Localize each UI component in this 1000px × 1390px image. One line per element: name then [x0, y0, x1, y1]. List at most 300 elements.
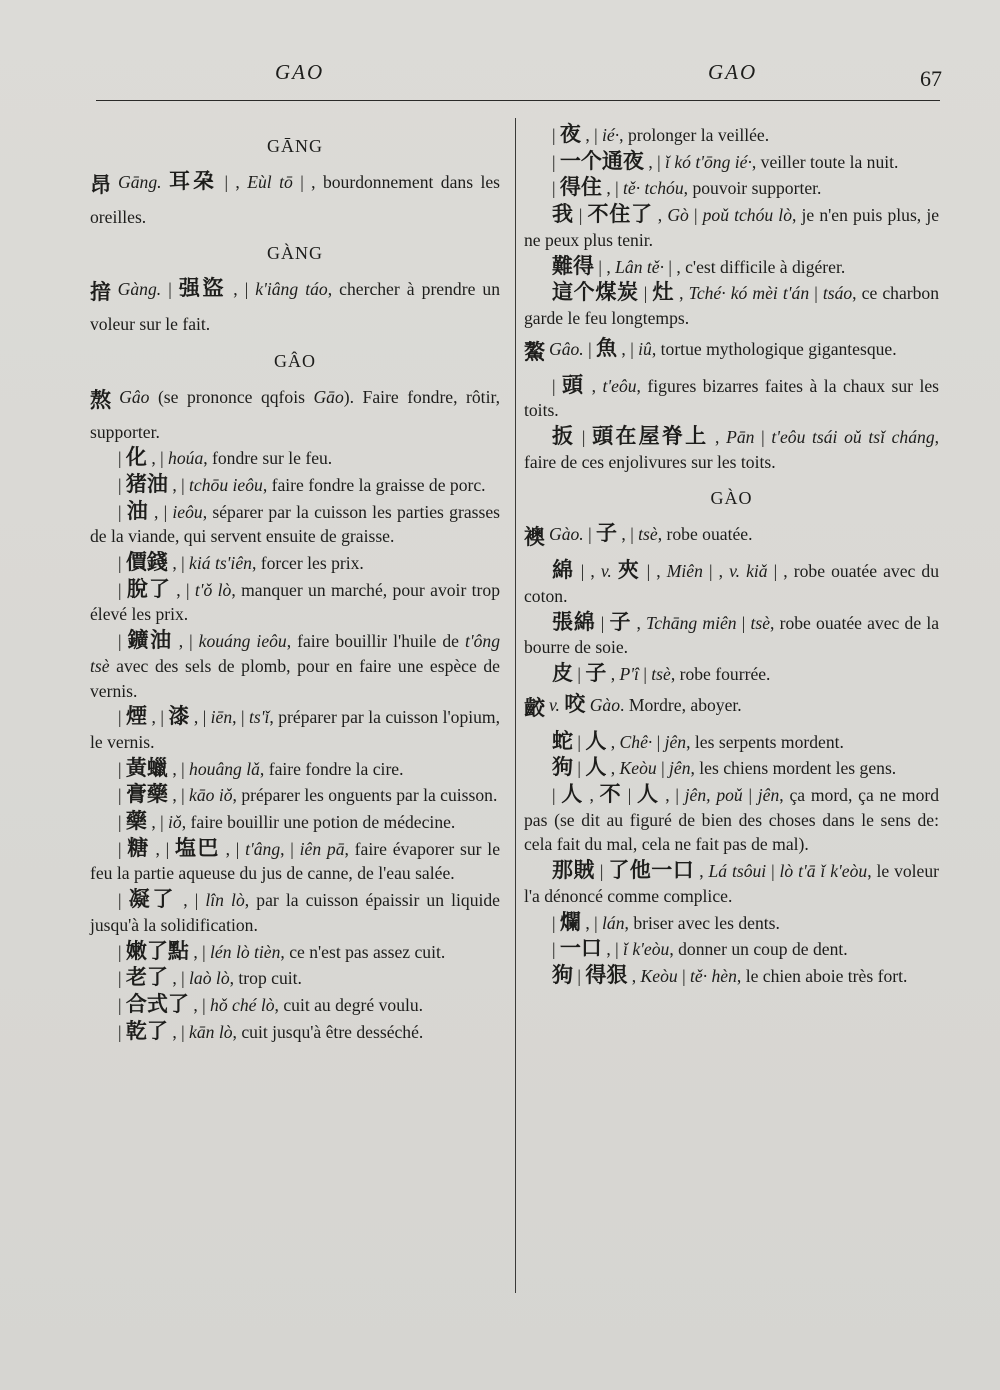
romanization: Eùl tō: [247, 171, 293, 192]
definition-text: , |: [188, 941, 211, 962]
definition-text: , |: [147, 707, 169, 728]
romanization: t'âng: [245, 838, 281, 859]
definition-text: |: [809, 283, 823, 304]
header-rule: [96, 100, 940, 101]
definition-text: ,: [708, 427, 727, 448]
chinese-text: 蛇: [552, 728, 573, 753]
definition-text: , ce charbon garde le feu longtemps.: [524, 283, 940, 328]
chinese-text: 膏藥: [125, 782, 168, 807]
romanization: iēn: [210, 707, 233, 728]
chinese-text: 塩巴: [175, 835, 220, 860]
romanization: ǐ kó t'ōng ié·: [665, 151, 752, 172]
definition-text: , |: [617, 524, 639, 545]
chinese-text: 漆: [168, 704, 190, 729]
romanization: Gâo.: [549, 338, 589, 359]
chinese-text: 灶: [652, 280, 675, 305]
sub-entry: [90, 756, 500, 782]
sub-entry: [524, 175, 939, 201]
definition-text: , |: [167, 1021, 190, 1042]
romanization: kouáng ieôu: [198, 631, 287, 652]
romanization: Gāng.: [118, 171, 169, 192]
romanization: k'iâng táo: [255, 279, 328, 300]
chinese-text: 子: [609, 609, 632, 634]
chinese-text: 魚: [596, 335, 618, 360]
definition-text: |: [595, 612, 610, 633]
definition-text: ,: [583, 785, 600, 806]
chinese-text: 了他一口: [608, 858, 695, 883]
definition-text: |: [118, 553, 126, 574]
dictionary-entry: [90, 272, 500, 337]
running-head-left: GAO: [275, 60, 325, 84]
definition-text: , robe ouatée avec de la bourre de soie.: [524, 612, 940, 658]
definition-text: |: [638, 283, 653, 304]
romanization: tě· hèn: [690, 965, 737, 986]
sub-entry: [524, 963, 939, 989]
romanization: lén lò tièn: [210, 941, 281, 962]
sub-entry: [524, 610, 939, 660]
definition-text: |: [573, 731, 586, 752]
headword-character: 揞: [90, 280, 114, 305]
column-separator: [515, 118, 516, 1293]
definition-text: |: [118, 474, 126, 495]
chinese-text: 頭: [562, 372, 586, 397]
definition-text: |: [118, 631, 128, 652]
romanization: iû: [638, 338, 652, 359]
sub-entry: [524, 936, 939, 962]
definition-text: |: [118, 838, 128, 859]
sub-entry: [524, 558, 939, 608]
sub-entry: [90, 499, 500, 549]
section-heading: GĀNG: [267, 136, 323, 156]
definition-text: , |: [232, 707, 249, 728]
dictionary-entry: [90, 380, 500, 445]
definition-text: ,: [606, 758, 620, 779]
chinese-text: 不: [599, 782, 622, 807]
chinese-text: 夾: [617, 558, 641, 583]
definition-text: . Mordre, aboyer.: [620, 694, 742, 715]
page-number: 67: [920, 66, 942, 91]
romanization: ié·: [602, 125, 620, 145]
definition-text: |: [118, 448, 126, 469]
definition-text: |: [754, 427, 772, 448]
chinese-text: 化: [125, 445, 147, 470]
definition-text: |: [552, 912, 560, 933]
romanization: Gào: [589, 694, 621, 715]
chinese-text: 人: [585, 755, 607, 780]
romanization: Chê·: [619, 731, 653, 752]
definition-text: ,: [627, 965, 641, 986]
romanization: jên: [669, 758, 691, 779]
definition-text: , |: [172, 631, 199, 652]
definition-text: , veiller toute la nuit.: [751, 151, 899, 172]
romanization: v.: [600, 561, 612, 582]
definition-text: , par la cuisson épaissir un liquide jusqu'à la solidification.: [90, 890, 500, 935]
headword-character: 昂: [90, 172, 115, 197]
sub-entry: [90, 939, 500, 965]
definition-text: |: [621, 785, 638, 806]
dictionary-entry: [90, 165, 500, 230]
definition-text: , tortue mythologique gigantesque.: [651, 338, 897, 359]
romanization: laò lò: [189, 968, 230, 989]
chinese-text: 得住: [559, 175, 602, 200]
definition-text: |: [736, 612, 751, 633]
romanization: t'eôu: [602, 375, 637, 396]
definition-text: |: [118, 1021, 126, 1042]
definition-text: |: [552, 125, 560, 145]
sub-entry: [90, 965, 500, 991]
headword-character: 鰲: [524, 339, 545, 364]
sub-entry: [90, 472, 500, 498]
running-head-right: GAO: [708, 60, 758, 84]
sub-entry: [90, 704, 500, 754]
chinese-text: 一个通夜: [559, 148, 644, 173]
romanization: jên, poǔ: [684, 785, 743, 806]
definition-text: | ,: [640, 561, 667, 582]
romanization: P'î: [619, 663, 639, 684]
definition-text: |: [552, 375, 563, 396]
definition-text: , faire fondre la cire.: [259, 758, 404, 779]
definition-text: , les chiens mordent les gens.: [690, 758, 897, 779]
definition-text: , fondre sur le feu.: [203, 448, 333, 469]
romanization: lán: [602, 912, 625, 933]
romanization: kān lò: [189, 1021, 233, 1042]
definition-text: |: [118, 994, 126, 1015]
sub-entry: [524, 729, 939, 755]
definition-text: |: [573, 205, 588, 226]
romanization: kiá ts'iên: [189, 553, 252, 574]
chinese-text: 人: [637, 782, 660, 807]
chinese-text: 那賊: [552, 858, 595, 883]
definition-text: , je n'en puis plus, je ne peux plus tenir.: [524, 205, 940, 250]
definition-text: , forcer les prix.: [251, 553, 364, 574]
romanization: Gāo: [313, 386, 344, 407]
definition-text: | ,: [574, 561, 601, 582]
definition-text: |: [118, 785, 126, 806]
definition-text: |: [118, 812, 126, 833]
romanization: hǒ ché lò: [210, 994, 275, 1015]
romanization: Keòu: [619, 758, 657, 779]
chinese-text: 我: [552, 202, 574, 227]
romanization: kāo iǒ: [189, 785, 233, 806]
chinese-text: 耳朶: [168, 168, 218, 193]
sub-entry: [90, 782, 500, 808]
chinese-text: 爛: [559, 909, 581, 934]
definition-text: , |: [149, 838, 175, 859]
romanization: t'ǒ lò: [194, 579, 232, 600]
chinese-text: 這个煤炭: [552, 280, 639, 305]
chinese-text: 乾了: [125, 1018, 168, 1043]
definition-text: , |: [167, 758, 190, 779]
definition-text: |: [118, 758, 126, 779]
definition-text: , les serpents mordent.: [686, 731, 844, 752]
definition-text: |: [656, 758, 669, 779]
chinese-text: 凝了: [128, 887, 177, 912]
chinese-text: 得狠: [585, 962, 628, 987]
chinese-text: 老了: [125, 965, 168, 990]
romanization: iên pā: [299, 838, 345, 859]
definition-text: , |: [189, 707, 211, 728]
sub-entry: [524, 122, 939, 148]
chinese-text: 人: [561, 782, 584, 807]
definition-text: , faire fondre la graisse de porc.: [262, 474, 486, 495]
definition-text: , faire évaporer sur le feu la partie aqueuse du jus de canne, de l'eau salée.: [90, 838, 501, 884]
definition-text: ,: [606, 731, 620, 752]
definition-text: | , robe ouatée avec du coton.: [524, 561, 939, 606]
chinese-text: 不住了: [587, 202, 653, 227]
definition-text: , préparer par la cuisson l'opium, le vernis.: [90, 707, 501, 752]
sub-entry: [90, 836, 500, 886]
definition-text: | , c'est difficile à digérer.: [664, 256, 846, 277]
romanization: tsè: [651, 663, 671, 684]
chinese-text: 脫了: [126, 576, 171, 601]
romanization: tě· tchóu: [623, 178, 684, 199]
romanization: v. kiǎ: [729, 561, 768, 582]
sub-entry: [524, 280, 939, 330]
romanization: ieôu: [172, 501, 203, 522]
romanization: t'eôu tsái oǔ tsǐ cháng: [771, 427, 935, 448]
chinese-text: 皮: [552, 660, 573, 685]
definition-text: ,: [631, 612, 647, 633]
chinese-text: 鑛油: [127, 628, 173, 653]
definition-text: |: [573, 758, 586, 779]
dictionary-entry: [524, 332, 939, 372]
definition-text: , |: [617, 338, 639, 359]
chinese-text: 狗: [552, 962, 573, 987]
chinese-text: 油: [126, 498, 149, 523]
romanization: Gào.: [549, 524, 589, 545]
definition-text: |: [588, 524, 597, 545]
romanization: Pān: [726, 427, 755, 448]
romanization: Tchāng miên: [646, 612, 737, 633]
sub-entry: [90, 887, 500, 937]
chinese-text: 子: [596, 521, 618, 546]
definition-text: , |: [601, 178, 624, 199]
headword-character: 熬: [90, 387, 116, 412]
romanization: tsè: [750, 612, 771, 633]
definition-text: , |: [580, 125, 603, 145]
definition-text: , robe ouatée.: [657, 524, 753, 545]
chinese-text: 糖: [127, 835, 150, 860]
definition-text: , |: [176, 890, 206, 911]
definition-text: | ,: [594, 256, 616, 277]
definition-text: |: [118, 890, 129, 911]
definition-text: , |: [280, 838, 300, 859]
chinese-text: 黃蠟: [125, 755, 168, 780]
sub-entry: [524, 202, 939, 252]
chinese-text: 狗: [552, 755, 573, 780]
romanization: poǔ tchóu lò: [702, 205, 792, 226]
definition-text: , prolonger la veillée.: [619, 125, 770, 145]
chinese-text: 猪油: [125, 471, 168, 496]
sub-entry: [524, 755, 939, 781]
definition-text: , |: [601, 939, 624, 960]
definition-text: , figures bizarres faites à la chaux sur les toits.: [524, 375, 940, 421]
romanization: v.: [549, 694, 565, 715]
chinese-text: 煙: [125, 704, 148, 729]
definition-text: |: [118, 707, 126, 728]
definition-text: , préparer les onguents par la cuisson.: [232, 785, 498, 806]
chinese-text: 人: [585, 728, 607, 753]
definition-text: , trop cuit.: [229, 968, 302, 989]
definition-text: |: [118, 501, 127, 522]
definition-text: , briser avec les dents.: [624, 912, 780, 933]
chinese-text: 强盜: [178, 276, 227, 301]
chinese-text: 子: [585, 660, 607, 685]
romanization: Gàng.: [117, 279, 169, 300]
definition-text: , faire bouillir une potion de médecine.: [181, 812, 456, 833]
romanization: Tché· kó mèi t'án: [688, 283, 810, 304]
definition-text: ,: [606, 663, 620, 684]
dictionary-entry: [524, 517, 939, 557]
romanization: tchōu ieôu: [189, 474, 263, 495]
definition-text: , |: [188, 994, 211, 1015]
definition-text: | , bourdonnement dans les oreilles.: [90, 171, 501, 227]
sub-entry: [524, 910, 939, 936]
definition-text: |: [677, 965, 690, 986]
definition-text: , |: [170, 579, 195, 600]
sub-entry: [524, 254, 939, 280]
romanization: houâng lǎ: [189, 758, 260, 779]
definition-text: , |: [167, 553, 190, 574]
sub-entry: [524, 373, 939, 423]
definition-text: |: [742, 785, 758, 806]
definition-text: avec des sels de plomb, pour en faire une espèce de vernis.: [90, 655, 500, 701]
chinese-text: 張綿: [552, 609, 596, 634]
sub-entry: [524, 858, 939, 908]
definition-text: |: [118, 579, 127, 600]
definition-text: |: [118, 968, 126, 989]
definition-text: , cuit jusqu'à être desséché.: [232, 1021, 424, 1042]
definition-text: |: [652, 731, 665, 752]
chinese-text: 藥: [125, 809, 147, 834]
definition-text: , pouvoir supporter.: [683, 178, 822, 199]
sub-entry: [90, 577, 500, 627]
definition-text: |: [573, 663, 586, 684]
sub-entry: [90, 809, 500, 835]
romanization: Lá tsôui: [708, 861, 767, 882]
romanization: jên: [664, 731, 687, 752]
definition-text: (se prononce qqfois: [149, 386, 314, 407]
romanization: t'ông tsè: [90, 631, 501, 676]
definition-text: |: [575, 427, 593, 448]
chinese-text: 嫩了點: [125, 938, 189, 963]
definition-text: |: [168, 279, 179, 300]
definition-text: ,: [674, 283, 689, 304]
romanization: jên: [757, 785, 780, 806]
sub-entry: [90, 550, 500, 576]
romanization: Lân tě·: [615, 256, 664, 277]
chinese-text: 扳: [552, 424, 576, 449]
romanization: hoúa: [168, 448, 204, 469]
definition-text: , manquer un marché, pour avoir trop élevé les prix.: [90, 579, 501, 625]
definition-text: , |: [226, 279, 256, 300]
definition-text: , |: [146, 448, 169, 469]
romanization: Miên: [666, 561, 703, 582]
chinese-text: 難得: [552, 253, 594, 278]
definition-text: , |: [219, 838, 246, 859]
section-heading: GÀNG: [267, 243, 323, 264]
definition-text: |: [552, 151, 560, 172]
chinese-text: 頭在屋脊上: [592, 424, 709, 449]
definition-text: | ,: [217, 171, 248, 192]
romanization: Gò: [667, 205, 689, 226]
definition-text: |: [688, 205, 703, 226]
chinese-text: 咬: [564, 691, 586, 716]
left-column: [90, 122, 500, 1045]
sub-entry: [524, 424, 939, 474]
definition-text: , cuit au degré voulu.: [274, 994, 424, 1015]
definition-text: |: [595, 861, 609, 882]
definition-text: , |: [659, 785, 685, 806]
definition-text: |: [638, 663, 652, 684]
section-heading: GÂO: [274, 350, 316, 371]
sub-entry: [524, 782, 939, 857]
romanization: ts'ǐ: [249, 707, 270, 728]
sub-entry: [524, 661, 939, 687]
headword-character: 齩: [524, 695, 545, 720]
definition-text: |: [588, 338, 597, 359]
headword-character: 襖: [524, 525, 545, 550]
definition-text: , |: [146, 812, 169, 833]
definition-text: , |: [580, 912, 603, 933]
definition-text: , |: [148, 501, 173, 522]
definition-text: | ,: [702, 561, 730, 582]
definition-text: |: [552, 939, 560, 960]
chinese-text: 價錢: [125, 550, 168, 575]
sub-entry: [524, 149, 939, 175]
definition-text: , le voleur l'a dénoncé comme complice.: [524, 861, 940, 906]
definition-text: ,: [585, 375, 603, 396]
definition-text: ,: [694, 861, 709, 882]
chinese-text: 一口: [559, 936, 602, 961]
definition-text: , chercher à prendre un voleur sur le fait.: [90, 279, 501, 335]
romanization: lîn lò: [205, 890, 245, 911]
romanization: ǐ k'eòu: [623, 939, 670, 960]
definition-text: , |: [643, 151, 666, 172]
definition-text: , ça mord, ça ne mord pas (se dit au figuré de bien des choses dans le sens de: cela fait du mal, cela ne fait pas de mal).: [524, 785, 940, 855]
definition-text: , le chien aboie très fort.: [736, 965, 908, 986]
sub-entry: [90, 992, 500, 1018]
romanization: tsè: [638, 524, 658, 545]
romanization: iǒ: [168, 812, 182, 833]
definition-text: , donner un coup de dent.: [669, 939, 848, 960]
definition-text: ). Faire fondre, rôtir, supporter.: [90, 386, 501, 442]
sub-entry: [90, 1019, 500, 1045]
definition-text: |: [118, 941, 126, 962]
dictionary-entry: [524, 688, 939, 728]
definition-text: , faire de ces enjolivures sur les toits.: [524, 427, 940, 472]
romanization: Keòu: [640, 965, 678, 986]
sub-entry: [90, 445, 500, 471]
definition-text: , |: [167, 968, 190, 989]
definition-text: |: [552, 785, 562, 806]
romanization: lò t'ā ǐ k'eòu: [779, 861, 868, 882]
romanization: Gâo: [119, 386, 150, 407]
chinese-text: 夜: [559, 122, 581, 146]
chinese-text: 合式了: [125, 991, 189, 1016]
romanization: tsáo: [822, 283, 853, 304]
definition-text: , ce n'est pas assez cuit.: [280, 941, 446, 962]
right-column: [524, 122, 939, 990]
definition-text: , |: [167, 474, 190, 495]
definition-text: ,: [652, 205, 668, 226]
definition-text: , |: [167, 785, 190, 806]
definition-text: |: [573, 965, 586, 986]
definition-text: , robe fourrée.: [670, 663, 771, 684]
section-heading: GÀO: [710, 488, 753, 509]
definition-text: |: [552, 178, 560, 199]
definition-text: , séparer par la cuisson les parties grasses de la viande, qui servent ensuite de graisse.: [90, 501, 500, 547]
